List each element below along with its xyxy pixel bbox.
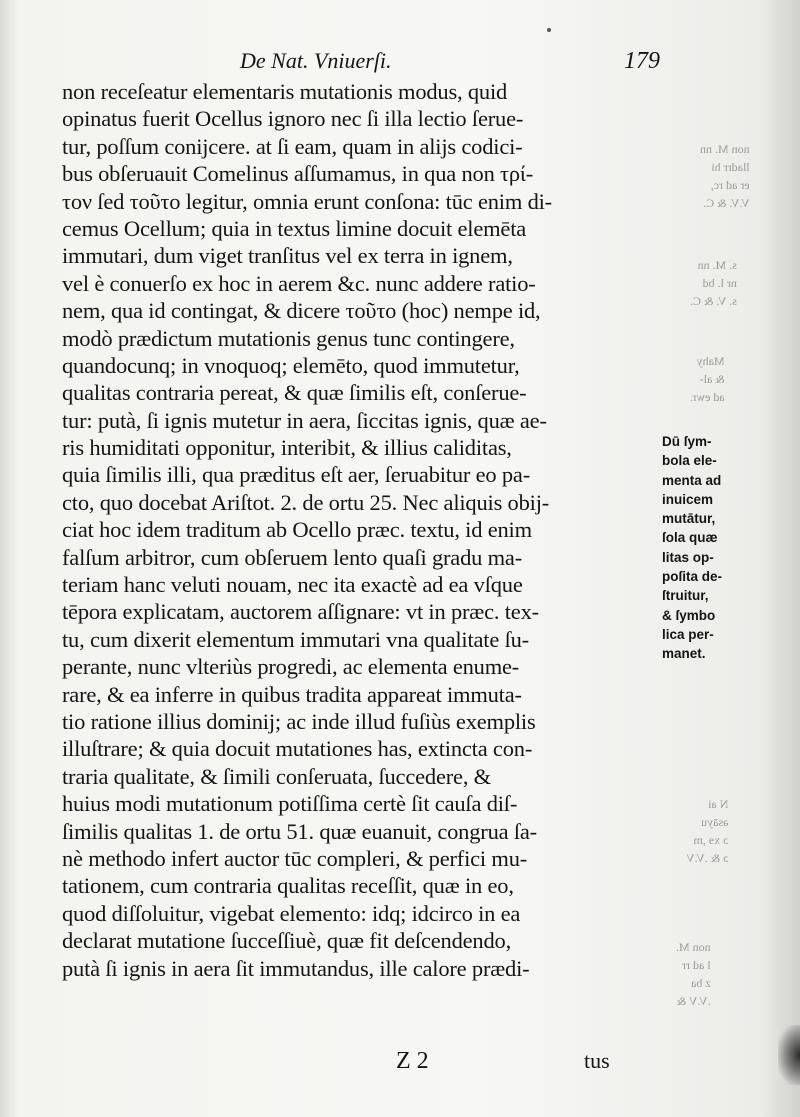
text-line: traria qualitate, & ſimili conſeruata, ſuccedere, & xyxy=(62,763,491,789)
show-through-line: Mahy xyxy=(696,354,725,368)
show-through-text xyxy=(690,256,737,310)
text-line: illuſtrare; & quia docuit mutationes has, extincta con- xyxy=(62,736,533,762)
text-line: qualitas contraria pereat, & quæ ſimilis eſt, conſerue- xyxy=(62,380,527,406)
text-line: τον ſed τοῦτο legitur, omnia erunt conſona: tūc enim di- xyxy=(62,188,552,214)
show-through-text xyxy=(700,140,750,212)
show-through-line: ǝsāyu xyxy=(701,815,729,829)
page-header xyxy=(240,48,660,78)
show-through-line: N ai xyxy=(708,797,729,811)
text-line: tio ratione illius dominij; ac inde illud fuſiùs exemplis xyxy=(62,708,536,734)
page-footer xyxy=(0,1048,800,1078)
marginal-note-line: bola ele- xyxy=(662,453,717,469)
show-through-line: lladrr hi xyxy=(711,160,750,174)
marginal-note-line: ſtruitur, xyxy=(662,588,709,604)
show-through-text xyxy=(686,795,728,867)
text-line: perante, nunc vlteriùs progredi, ac elementa enume- xyxy=(62,654,520,680)
show-through-line: l ad rr xyxy=(682,958,711,972)
text-line: tēpora explicatam, auctorem aſſignare: vt in præc. tex- xyxy=(62,599,539,625)
show-through-line: ad ewr. xyxy=(690,390,725,404)
text-line: nè methodo infert auctor tūc compleri, & perfici mu- xyxy=(62,845,528,871)
text-line: cemus Ocellum; quia in textus limine docuit elemēta xyxy=(62,215,527,241)
show-through-line: er ad rc, xyxy=(710,178,750,192)
catchword: tus xyxy=(584,1048,610,1073)
text-line: cto, quo docebat Ariſtot. 2. de ortu 25. Nec aliquis obij- xyxy=(62,489,550,515)
show-through-line: s. M. nn xyxy=(697,258,737,272)
show-through-line: s. V. & C. xyxy=(690,294,737,308)
ink-speck xyxy=(547,28,551,32)
text-line: ſimilis qualitas 1. de ortu 51. quæ euanuit, congrua ſa- xyxy=(62,818,537,844)
signature-mark: Z 2 xyxy=(396,1048,429,1074)
text-line: putà ſi ignis in aera ſit immutandus, ille calore prædi- xyxy=(62,955,530,981)
running-head: De Nat. Vniuerſi. xyxy=(240,48,392,73)
marginal-note-line: manet. xyxy=(662,646,706,662)
show-through-line: nr l. bd xyxy=(702,276,737,290)
text-line: non receſeatur elementaris mutationis modus, quid xyxy=(62,79,508,104)
text-line: quod diſſoluitur, vigebat elemento: idq; idcirco in ea xyxy=(62,900,521,926)
marginal-note-line: & ſymbo xyxy=(662,607,716,623)
marginal-note xyxy=(662,432,772,664)
text-line: modò prædictum mutationis genus tunc contingere, xyxy=(62,325,515,351)
marginal-note-line: mutātur, xyxy=(662,511,716,527)
text-line: tu, cum dixerit elementum immutari vna qualitate ſu- xyxy=(62,626,529,652)
main-text-block xyxy=(62,78,656,982)
text-line: bus obſeruauit Comelinus aſſumamus, in qua non τρί- xyxy=(62,161,534,187)
show-through-line: non M. xyxy=(676,940,711,954)
marginal-note-line: litas op- xyxy=(662,549,714,565)
text-line: huius modi mutationum potiſſima certè ſit cauſa diſ- xyxy=(62,791,518,817)
marginal-note-line: Dū ſym- xyxy=(662,434,712,449)
text-line: rare, & ea inferre in quibus tradita appareat immuta- xyxy=(62,681,522,707)
page-number: 179 xyxy=(624,48,660,74)
text-line: tationem, cum contraria qualitas receſſit, quæ in eo, xyxy=(62,873,514,899)
show-through-line: z ba xyxy=(691,976,711,990)
show-through-line: V.V. & C. xyxy=(703,196,750,210)
marginal-note-line: lica per- xyxy=(662,626,714,642)
text-line: falſum arbitror, cum obſeruem lento quaſi gradu ma- xyxy=(62,544,522,570)
marginal-note-line: poſita de- xyxy=(662,569,722,585)
text-line: teriam hanc veluti nouam, nec ita exactè ad ea vſque xyxy=(62,572,523,598)
marginal-note-line: ſola quæ xyxy=(662,530,718,546)
text-line: quandocunq; in vnoquoq; elemēto, quod immutetur, xyxy=(62,352,520,378)
text-line: quia ſimilis illi, qua præditus eſt aer, ſeruabitur eo pa- xyxy=(62,462,531,488)
marginal-note-line: inuicem xyxy=(662,491,714,507)
show-through-line: non M. nn xyxy=(700,142,750,156)
text-line: nem, qua id contingat, & dicere τοῦτο (hoc) nempe id, xyxy=(62,298,541,324)
text-line: declarat mutatione ſucceſſiuè, quæ fit deſcendendo, xyxy=(62,928,511,954)
text-line: ciat hoc idem traditum ab Ocello præc. textu, id enim xyxy=(62,517,532,543)
show-through-text xyxy=(676,938,711,1010)
show-through-line: ɔ xɘ ,m xyxy=(693,833,729,847)
edge-shadow xyxy=(778,1025,800,1085)
show-through-line: ɔ & .V.V xyxy=(686,851,729,865)
show-through-text xyxy=(690,352,725,406)
text-line: ris humiditati opponitur, interibit, & illius caliditas, xyxy=(62,435,512,461)
text-line: opinatus fuerit Ocellus ignoro nec ſi illa lectio ſerue- xyxy=(62,106,524,132)
text-line: tur: putà, ſi ignis mutetur in aera, ſiccitas ignis, quæ ae- xyxy=(62,407,547,433)
show-through-line: & al- xyxy=(699,372,725,386)
text-line: immutari, dum viget tranſitus vel ex terra in ignem, xyxy=(62,243,513,269)
text-line: tur, poſſum conijcere. at ſi eam, quam in alijs codici- xyxy=(62,133,523,159)
text-line: vel è conuerſo ex hoc in aerem &c. nunc addere ratio- xyxy=(62,270,536,296)
show-through-line: .V.V & xyxy=(676,994,711,1008)
marginal-note-line: menta ad xyxy=(662,472,722,488)
